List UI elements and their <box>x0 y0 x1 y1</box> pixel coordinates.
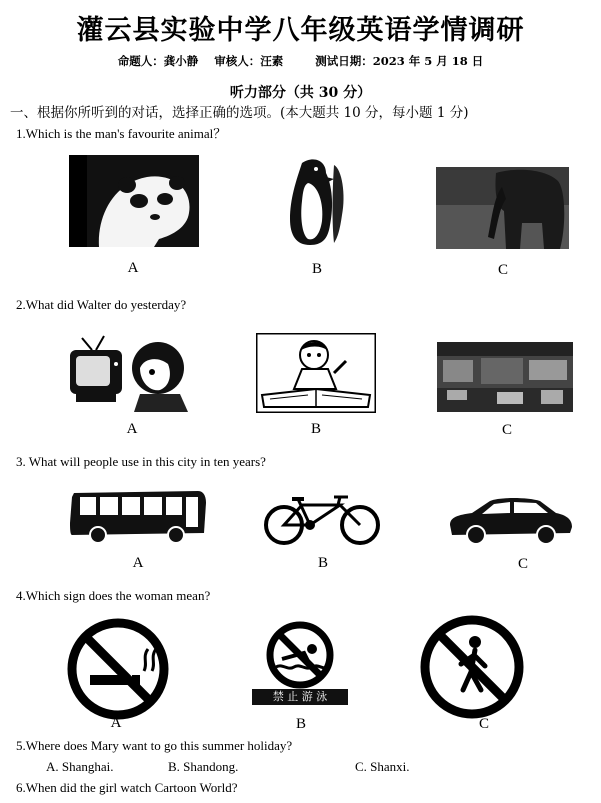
option-label-2c: C <box>501 422 512 438</box>
question-3: 3. What will people use in this city in ten years? <box>16 454 266 469</box>
watching-tv-image <box>70 334 192 412</box>
market-image <box>437 342 573 412</box>
option-label-1c: C <box>497 262 508 278</box>
section-instruction: 一、根据你所听到的对话，选择正确的选项。(本大题共 10 分，每小题 1 分) <box>10 105 469 121</box>
reviewer: 审核人：汪素 <box>214 54 284 68</box>
option-5a: A. Shanghai. <box>46 759 114 774</box>
no-smoking-sign <box>66 617 170 721</box>
option-label-2a: A <box>126 421 138 437</box>
option-label-4c: C <box>478 716 489 732</box>
option-5c: C. Shanxi. <box>355 759 410 774</box>
author: 命题人：龚小静 <box>117 54 199 68</box>
option-label-1b: B <box>311 261 322 277</box>
option-label-3a: A <box>132 555 144 571</box>
bus-image <box>70 487 206 543</box>
option-label-2b: B <box>310 421 321 437</box>
question-5: 5.Where does Mary want to go this summer holiday? <box>16 738 293 753</box>
option-label-3c: C <box>517 556 528 572</box>
question-4: 4.Which sign does the woman mean? <box>16 588 211 603</box>
no-swimming-sign-text: 禁 止 游 泳 <box>272 690 328 703</box>
panda-image <box>69 155 199 247</box>
section-title: 听力部分（共 30 分） <box>229 85 372 101</box>
car-image <box>448 495 572 545</box>
option-5b: B. Shandong. <box>168 759 239 774</box>
bicycle-image <box>260 495 384 545</box>
option-label-1a: A <box>127 260 139 276</box>
exam-date: 测试日期：2023 年 5 月 18 日 <box>315 54 484 68</box>
page-title: 灌云县实验中学八年级英语学情调研 <box>76 15 525 46</box>
question-2: 2.What did Walter do yesterday? <box>16 297 187 312</box>
question-6: 6.When did the girl watch Cartoon World? <box>16 780 238 795</box>
doing-homework-image <box>256 333 376 413</box>
option-label-4b: B <box>295 716 306 732</box>
no-walking-sign <box>419 614 525 720</box>
elephant-image <box>436 167 569 249</box>
penguin-image <box>272 155 357 247</box>
option-label-4a: A <box>110 715 122 731</box>
question-1: 1.Which is the man's favourite animal？ <box>16 126 227 141</box>
option-label-3b: B <box>317 555 328 571</box>
exam-meta <box>0 53 601 69</box>
